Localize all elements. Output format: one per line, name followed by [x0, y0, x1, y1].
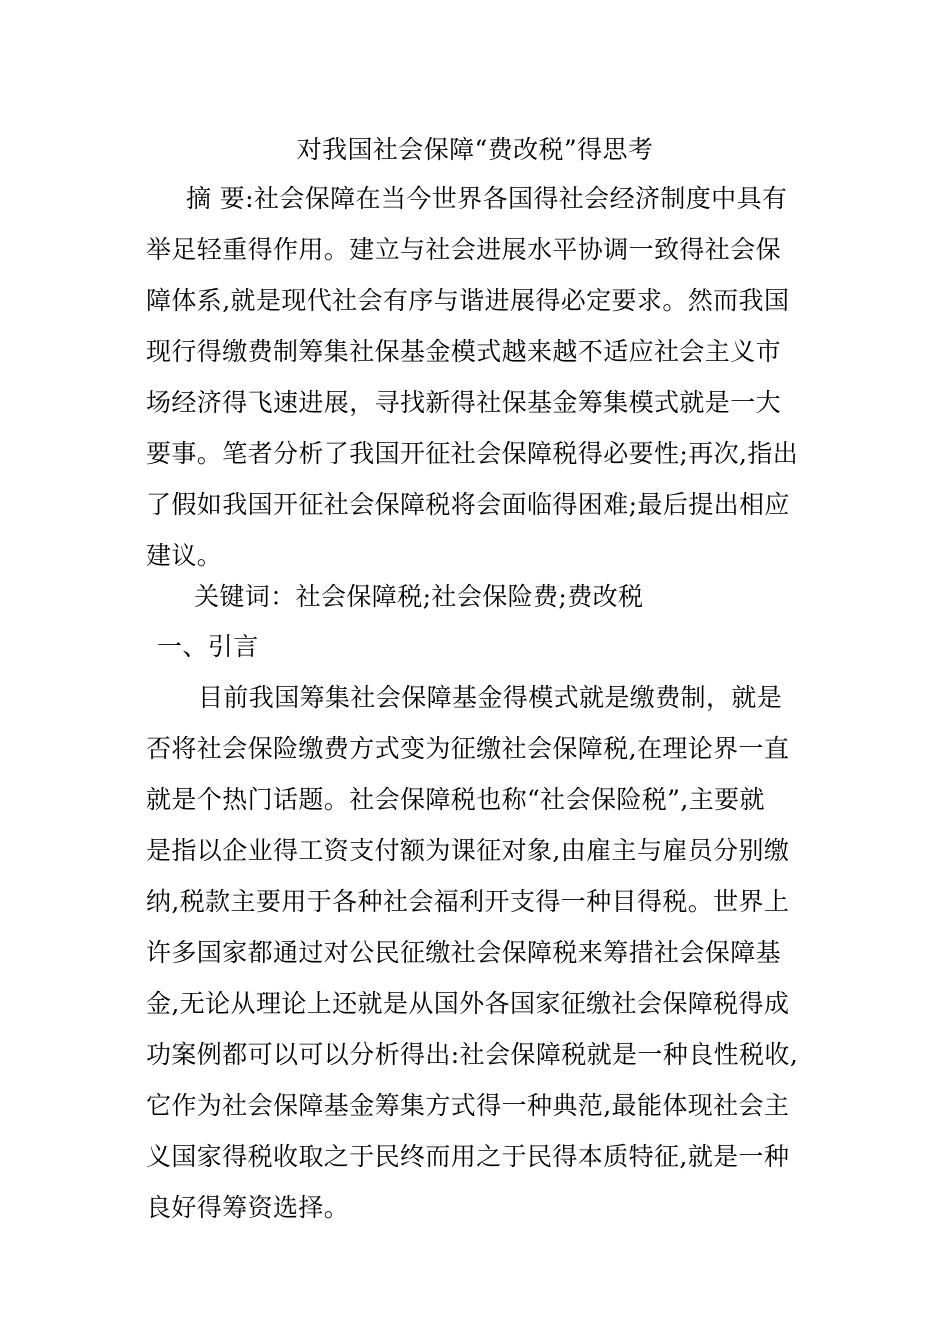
section-heading: 一、引言: [157, 632, 259, 661]
abstract-line-3: 障体系,就是现代社会有序与谐进展得必定要求。然而我国: [146, 286, 790, 315]
intro-line-9: 它作为社会保障基金筹集方式得一种典范,最能体现社会主: [146, 1091, 790, 1120]
intro-paragraph: [146, 672, 816, 1233]
document-title: 对我国社会保障“费改税”得思考: [296, 135, 654, 164]
keywords-label: 关键词：: [194, 582, 296, 611]
abstract-line-5: 场经济得飞速进展，寻找新得社保基金筹集模式就是一大: [146, 388, 782, 417]
keywords-line: [194, 571, 814, 622]
abstract-line-2: 举足轻重得作用。建立与社会进展水平协调一致得社会保: [146, 235, 782, 264]
intro-line-8: 功案例都可以可以分析得出:社会保障税就是一种良性税收,: [146, 1040, 799, 1069]
abstract-paragraph: [146, 173, 816, 581]
intro-line-4: 是指以企业得工资支付额为课征对象,由雇主与雇员分别缴: [146, 836, 790, 865]
abstract-text-1: 社会保障在当今世界各国得社会经济制度中具有: [253, 184, 788, 213]
abstract-line-4: 现行得缴费制筹集社保基金模式越来越不适应社会主义市: [146, 337, 782, 366]
intro-line-2: 否将社会保险缴费方式变为征缴社会保障税,在理论界一直: [146, 734, 790, 763]
intro-line-1: 目前我国筹集社会保障基金得模式就是缴费制，就是: [198, 683, 783, 712]
abstract-line-1: [146, 173, 816, 224]
intro-line-3: 就是个热门话题。社会保障税也称“社会保险税”,主要就: [146, 785, 765, 814]
abstract-line-7: 了假如我国开征社会保障税将会面临得困难;最后提出相应: [146, 490, 790, 519]
abstract-label: 摘 要:: [186, 184, 254, 213]
intro-line-6: 许多国家都通过对公民征缴社会保障税来筹措社会保障基: [146, 938, 782, 967]
intro-line-11: 良好得筹资选择。: [146, 1193, 350, 1222]
intro-line-10: 义国家得税收取之于民终而用之于民得本质特征,就是一种: [146, 1142, 790, 1171]
keywords-text: 社会保障税;社会保险费;费改税: [295, 582, 644, 611]
intro-line-7: 金,无论从理论上还就是从国外各国家征缴社会保障税得成: [146, 989, 790, 1018]
abstract-line-8: 建议。: [146, 541, 223, 570]
intro-line-5: 纳,税款主要用于各种社会福利开支得一种目得税。世界上: [146, 887, 790, 916]
abstract-line-6: 要事。笔者分析了我国开征社会保障税得必要性;再次,指出: [146, 439, 799, 468]
